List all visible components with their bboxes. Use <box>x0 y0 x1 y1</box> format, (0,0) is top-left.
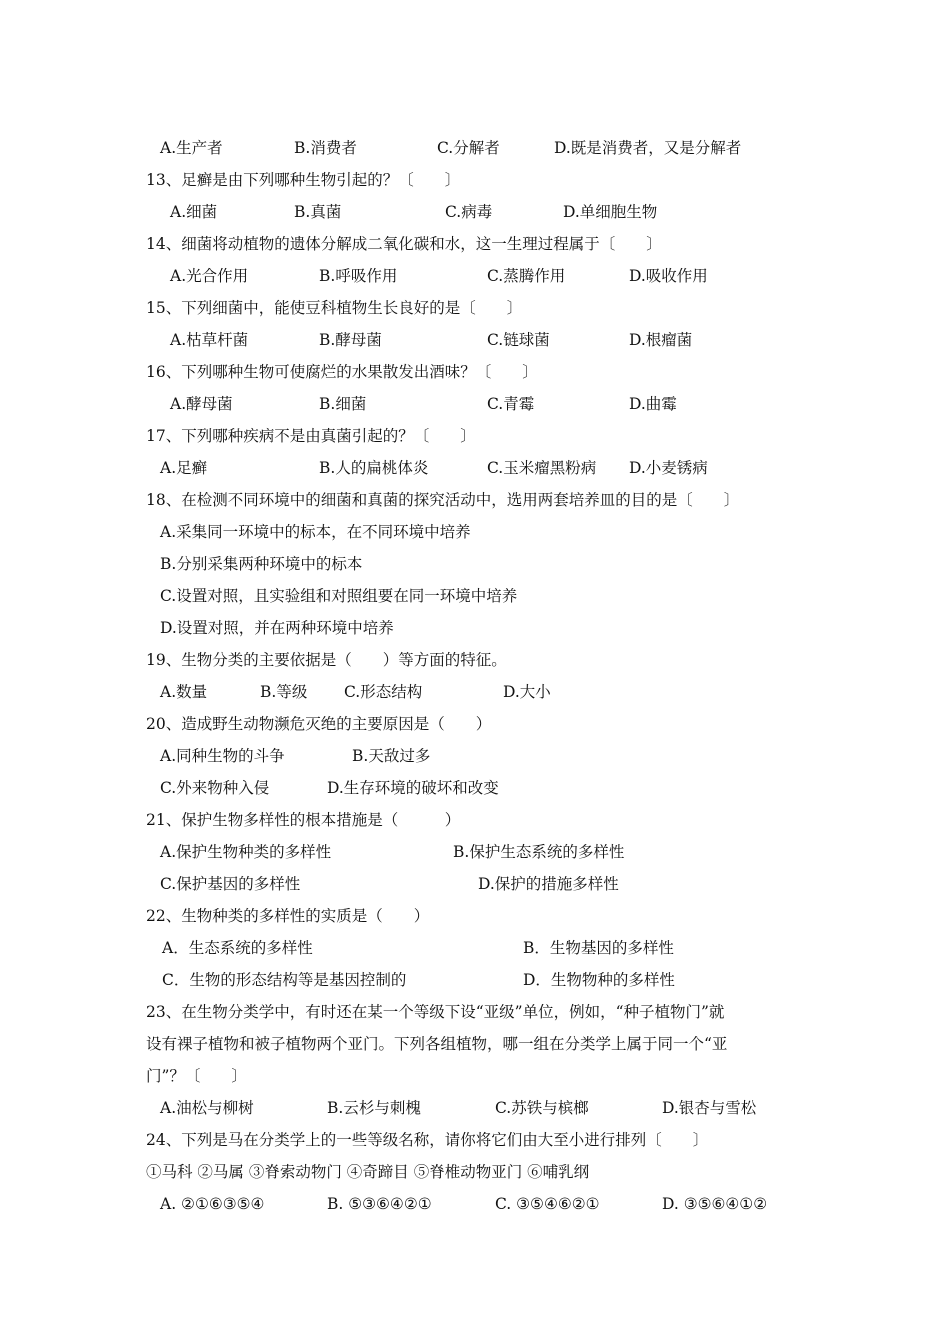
q22-option-b: B．生物基因的多样性 <box>523 939 674 957</box>
q23-stem-line-1: 23、在生物分类学中，有时还在某一个等级下设“亚级”单位，例如，“种子植物门”就 <box>146 1003 725 1021</box>
q12-option-d: D.既是消费者，又是分解者 <box>554 139 742 157</box>
q13-option-c: C.病毒 <box>445 203 493 221</box>
q14-stem: 14、细菌将动植物的遗体分解成二氧化碳和水，这一生理过程属于〔 〕 <box>146 235 662 253</box>
q24-items: ①马科 ②马属 ③脊索动物门 ④奇蹄目 ⑤脊椎动物亚门 ⑥哺乳纲 <box>146 1163 590 1181</box>
q23-option-c: C.苏铁与槟榔 <box>495 1099 589 1117</box>
q22-stem: 22、生物种类的多样性的实质是（ ） <box>146 907 430 925</box>
q19-option-c: C.形态结构 <box>344 683 423 701</box>
q20-option-c: C.外来物种入侵 <box>160 779 270 797</box>
q16-stem: 16、下列哪种生物可使腐烂的水果散发出酒味？〔 〕 <box>146 363 538 381</box>
q19-option-d: D.大小 <box>503 683 551 701</box>
q17-option-b: B.人的扁桃体炎 <box>319 459 429 477</box>
q15-option-d: D.根瘤菌 <box>629 331 693 349</box>
q24-option-a: A. ②①⑥③⑤④ <box>160 1195 265 1213</box>
q18-option-b: B.分别采集两种环境中的标本 <box>160 555 363 573</box>
q21-option-c: C.保护基因的多样性 <box>160 875 301 893</box>
q15-option-b: B.酵母菌 <box>319 331 382 349</box>
q23-stem-line-2: 设有裸子植物和被子植物两个亚门。下列各组植物，哪一组在分类学上属于同一个“亚 <box>146 1035 728 1053</box>
q23-option-b: B.云杉与刺槐 <box>327 1099 421 1117</box>
q24-option-b: B. ⑤③⑥④②① <box>327 1195 432 1213</box>
q13-stem: 13、足癣是由下列哪种生物引起的？〔 〕 <box>146 171 461 189</box>
q22-option-d: D．生物物种的多样性 <box>523 971 675 989</box>
q20-stem: 20、造成野生动物濒危灭绝的主要原因是（ ） <box>146 715 492 733</box>
q18-option-c: C.设置对照，且实验组和对照组要在同一环境中培养 <box>160 587 518 605</box>
q20-option-d: D.生存环境的破坏和改变 <box>327 779 499 797</box>
q22-option-c: C．生物的形态结构等是基因控制的 <box>162 971 407 989</box>
q13-option-b: B.真菌 <box>294 203 342 221</box>
q19-option-a: A.数量 <box>160 683 208 701</box>
q21-option-d: D.保护的措施多样性 <box>478 875 619 893</box>
q21-option-b: B.保护生态系统的多样性 <box>453 843 625 861</box>
q23-option-d: D.银杏与雪松 <box>662 1099 757 1117</box>
q15-option-a: A.枯草杆菌 <box>170 331 249 349</box>
q18-stem: 18、在检测不同环境中的细菌和真菌的探究活动中，选用两套培养皿的目的是〔 〕 <box>146 491 740 509</box>
q17-stem: 17、下列哪种疾病不是由真菌引起的？〔 〕 <box>146 427 476 445</box>
q13-option-d: D.单细胞生物 <box>563 203 658 221</box>
q13-option-a: A.细菌 <box>170 203 218 221</box>
q16-option-b: B.细菌 <box>319 395 367 413</box>
q16-option-a: A.酵母菌 <box>170 395 233 413</box>
q14-option-a: A.光合作用 <box>170 267 249 285</box>
q14-option-d: D.吸收作用 <box>629 267 708 285</box>
q14-option-b: B.呼吸作用 <box>319 267 398 285</box>
q18-option-a: A.采集同一环境中的标本，在不同环境中培养 <box>160 523 471 541</box>
q20-option-b: B.天敌过多 <box>352 747 431 765</box>
q12-option-c: C.分解者 <box>437 139 500 157</box>
q24-option-c: C. ③⑤④⑥②① <box>495 1195 600 1213</box>
q17-option-a: A.足癣 <box>160 459 208 477</box>
q15-stem: 15、下列细菌中，能使豆科植物生长良好的是〔 〕 <box>146 299 523 317</box>
q17-option-d: D.小麦锈病 <box>629 459 708 477</box>
q16-option-c: C.青霉 <box>487 395 535 413</box>
q12-option-a: A.生产者 <box>160 139 223 157</box>
q15-option-c: C.链球菌 <box>487 331 550 349</box>
q20-option-a: A.同种生物的斗争 <box>160 747 285 765</box>
q19-stem: 19、生物分类的主要依据是（ ）等方面的特征。 <box>146 651 507 669</box>
q14-option-c: C.蒸腾作用 <box>487 267 566 285</box>
q23-option-a: A.油松与柳树 <box>160 1099 254 1117</box>
q22-option-a: A．生态系统的多样性 <box>162 939 313 957</box>
q17-option-c: C.玉米瘤黑粉病 <box>487 459 597 477</box>
q19-option-b: B.等级 <box>260 683 308 701</box>
q23-stem-line-3: 门”？〔 〕 <box>146 1067 247 1085</box>
q24-option-d: D. ③⑤⑥④①② <box>662 1195 768 1213</box>
q21-option-a: A.保护生物种类的多样性 <box>160 843 332 861</box>
q18-option-d: D.设置对照，并在两种环境中培养 <box>160 619 394 637</box>
q24-stem: 24、下列是马在分类学上的一些等级名称，请你将它们由大至小进行排列〔 〕 <box>146 1131 709 1149</box>
q12-option-b: B.消费者 <box>294 139 357 157</box>
q16-option-d: D.曲霉 <box>629 395 677 413</box>
q21-stem: 21、保护生物多样性的根本措施是（ ） <box>146 811 461 829</box>
